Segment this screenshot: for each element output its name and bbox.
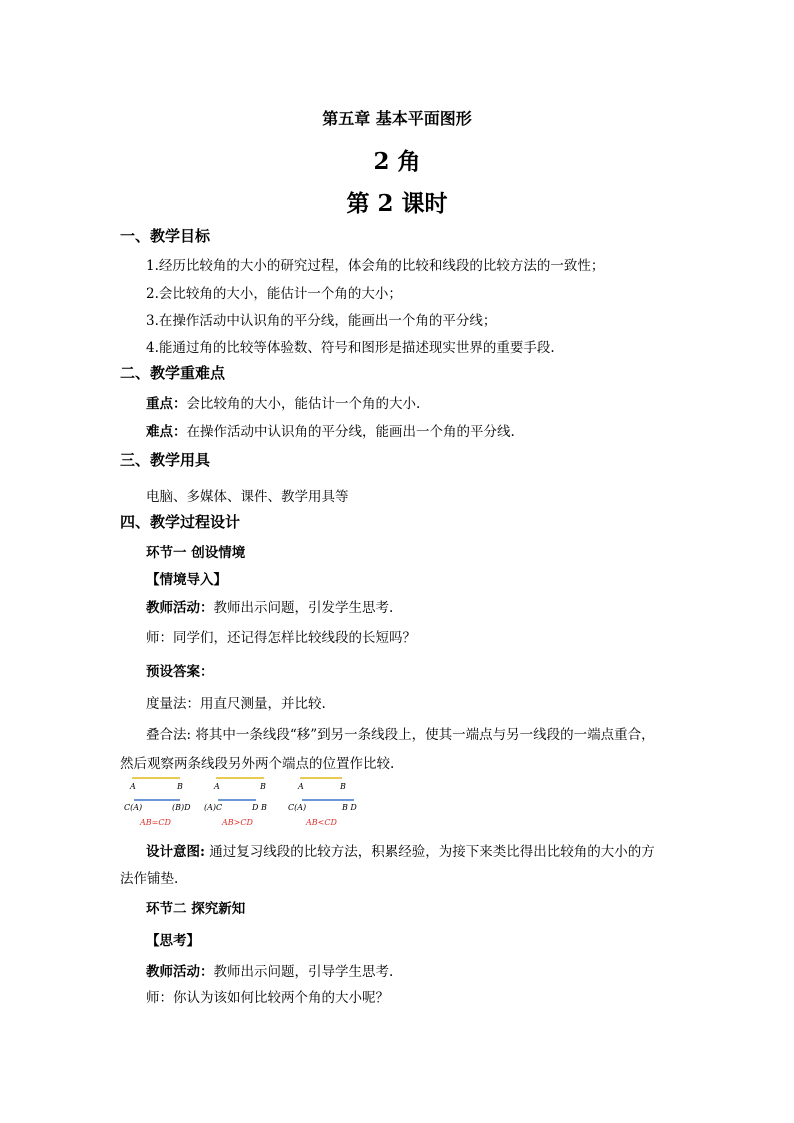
section-heading-key-points: 二、教学重难点: [120, 364, 226, 382]
section-heading-tools: 三、教学用具: [120, 451, 211, 469]
section-heading-process: 四、教学过程设计: [120, 513, 241, 531]
section-heading-goals: 一、教学目标: [120, 227, 211, 245]
step-1-heading: 环节一 创设情境: [146, 545, 246, 561]
design-intent-line-2: 法作铺垫.: [120, 871, 179, 887]
label-a: A: [214, 782, 220, 791]
design-intent-text: 通过复习线段的比较方法，积累经验，为接下来类比得出比较角的大小的方: [204, 844, 655, 860]
tag-think: 【思考】: [146, 933, 200, 949]
label-b-d: (B)D: [172, 803, 191, 812]
label-c-a: C(A): [124, 803, 143, 812]
teacher-activity-2: [146, 960, 393, 980]
preset-answer-label: 预设答案：: [146, 664, 214, 680]
teacher-activity-label: 教师活动：: [146, 600, 214, 616]
label-b-d: B D: [342, 803, 357, 812]
caption-less: AB<CD: [306, 818, 337, 827]
teacher-question-2: 师：你认为该如何比较两个角的大小呢？: [146, 990, 389, 1006]
teacher-activity-label: 教师活动：: [146, 964, 214, 980]
teacher-activity-1: [146, 596, 393, 616]
caption-equal: AB=CD: [140, 818, 171, 827]
teacher-activity-text: 教师出示问题，引发学生思考.: [213, 600, 394, 616]
goal-item-3: 3.在操作活动中认识角的平分线，能画出一个角的平分线；: [146, 313, 497, 329]
segment-comparison-figure: [118, 772, 378, 830]
label-d-b: D B: [252, 803, 267, 812]
design-intent-label: 设计意图:: [146, 844, 205, 860]
teacher-question-1: 师：同学们，还记得怎样比较线段的长短吗？: [146, 630, 416, 646]
difficulty-line: [146, 420, 515, 440]
method-overlap-line-1: 叠合法: 将其中一条线段“移”到另一条线段上，使其一端点与另一线段的一端点重合，: [146, 727, 655, 743]
caption-greater: AB>CD: [222, 818, 253, 827]
label-a: A: [130, 782, 136, 791]
label-a: A: [298, 782, 304, 791]
label-c-a: C(A): [288, 803, 307, 812]
step-2-heading: 环节二 探究新知: [146, 901, 246, 917]
goal-item-1: 1.经历比较角的大小的研究过程，体会角的比较和线段的比较方法的一致性；: [146, 258, 605, 274]
key-point-text: 会比较角的大小，能估计一个角的大小.: [186, 396, 421, 412]
label-b: B: [340, 782, 346, 791]
tools-text: 电脑、多媒体、课件、教学用具等: [146, 489, 349, 505]
difficulty-label: 难点：: [146, 424, 187, 440]
key-point-line: [146, 392, 420, 412]
method-overlap-line-2: 然后观察两条线段另外两个端点的位置作比较.: [120, 756, 395, 772]
chapter-title: 第五章 基本平面图形: [322, 109, 472, 128]
lesson-title: 2 角: [373, 148, 421, 175]
tag-scenario-intro: 【情境导入】: [146, 572, 227, 588]
goal-item-4: 4.能通过角的比较等体验数、符号和图形是描述现实世界的重要手段.: [146, 340, 555, 356]
teacher-activity-text: 教师出示问题，引导学生思考.: [213, 964, 394, 980]
difficulty-text: 在操作活动中认识角的平分线，能画出一个角的平分线.: [186, 424, 515, 440]
key-point-label: 重点：: [146, 396, 187, 412]
label-a-c: (A)C: [204, 803, 223, 812]
goal-item-2: 2.会比较角的大小，能估计一个角的大小；: [146, 286, 402, 302]
label-b: B: [260, 782, 266, 791]
method-measure: 度量法：用直尺测量，并比较.: [146, 696, 326, 712]
label-b: B: [177, 782, 183, 791]
design-intent-line-1: [146, 840, 655, 860]
lesson-subtitle: 第 2 课时: [346, 190, 448, 217]
